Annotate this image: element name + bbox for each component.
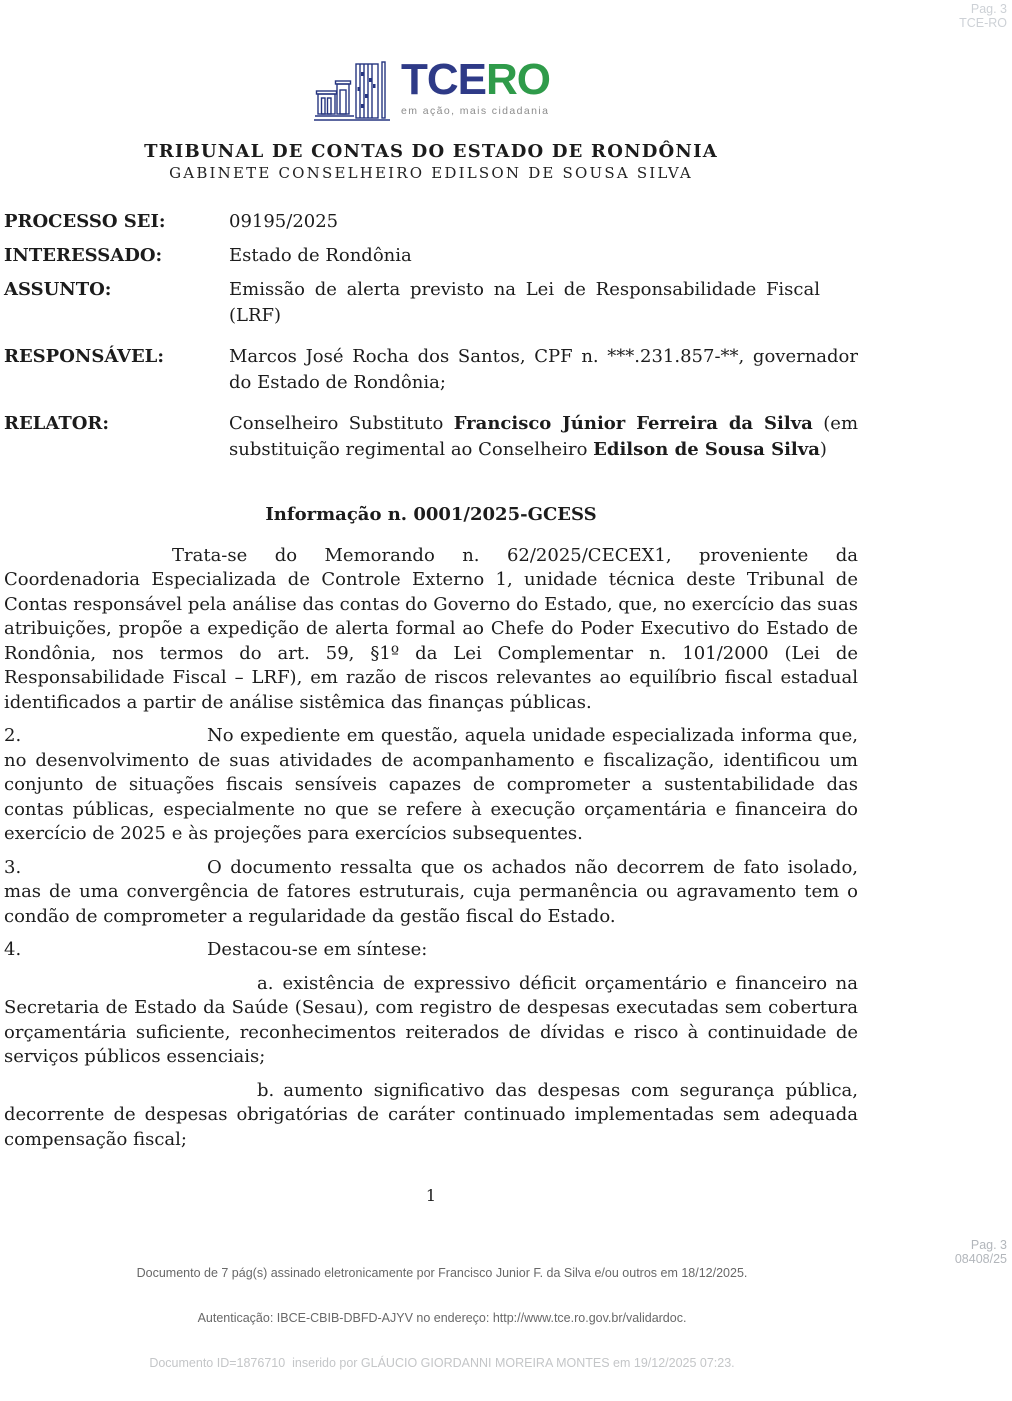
item-b — [4, 1079, 858, 1153]
footer-document-id-line: Documento ID=1876710 inserido por GLÁUCIO GIORDANNI MOREIRA MONTES em 19/12/2025 07:23. — [149, 1356, 735, 1370]
responsavel-value: Marcos José Rocha dos Santos, CPF n. ***.231.857-**, governador do Estado de Rondônia; — [229, 346, 858, 393]
assunto-label: ASSUNTO: — [4, 279, 112, 300]
logo-tce-part: TCE — [401, 55, 486, 104]
relator-prefix: Conselheiro Substituto — [229, 413, 454, 434]
responsavel-label: RESPONSÁVEL: — [4, 346, 164, 367]
meta-row-relator — [4, 411, 858, 463]
paragraph-4 — [4, 938, 858, 963]
item-a-marker: a. — [257, 972, 274, 994]
signature-footer — [0, 1236, 884, 1401]
paragraph-3-number: 3. — [4, 856, 22, 878]
top-page-indicator: Pag. 3 — [970, 2, 1007, 16]
paragraph-2 — [4, 724, 858, 847]
interessado-value: Estado de Rondônia — [229, 245, 412, 266]
bottom-doc-indicator: 08408/25 — [954, 1252, 1007, 1266]
paragraph-1: Trata-se do Memorando n. 62/2025/CECEX1, proveniente da Coordenadoria Especializada de Controle Externo 1, unidade técnica deste Tribunal de Contas responsável pela análise das contas do Governo do Estado, que, no exercício das suas atribuições, propõe a expedição de alerta formal ao Chefe do Poder Executivo do Estado de Rondônia, nos termos do art. 59, §1º da Lei Complementar n. 101/2000 (Lei de Responsabilidade Fiscal – LRF), em razão de riscos relevantes ao equilíbrio fiscal estadual identificados a partir de análise sistêmica das finanças públicas. — [4, 544, 858, 713]
relator-suffix: ) — [819, 439, 827, 460]
footer-authentication-line: Autenticação: IBCE-CBIB-DBFD-AJYV no endereço: http://www.tce.ro.gov.br/validardoc. — [197, 1311, 687, 1325]
paragraph-4-number: 4. — [4, 939, 22, 960]
relator-name-substituto: Francisco Júnior Ferreira da Silva — [453, 413, 813, 434]
top-org-indicator: TCE-RO — [959, 16, 1007, 30]
relator-value — [229, 411, 858, 463]
item-b-marker: b. — [257, 1079, 275, 1101]
meta-row-responsavel — [4, 344, 858, 396]
relator-label: RELATOR: — [4, 413, 109, 434]
relator-middle: (em substituição regimental ao Conselheiro — [229, 413, 859, 460]
assunto-value: Emissão de alerta previsto na Lei de Responsabilidade Fiscal (LRF) — [229, 279, 820, 326]
interessado-label: INTERESSADO: — [4, 245, 163, 266]
item-b-text: aumento significativo das despesas com segurança pública, decorrente de despesas obrigatórias de caráter continuado implementadas sem adequada compensação fiscal; — [4, 1079, 858, 1150]
tcero-logo — [4, 55, 858, 126]
paragraph-2-text: No expediente em questão, aquela unidade especializada informa que, no desenvolvimento de suas atividades de acompanhamento e fiscalização, identificou um conjunto de situações fiscais sensíveis capazes de comprometer a sustentabilidade das contas públicas, especialmente no que se refere à execução orçamentária e financeira do exercício de 2025 e às projeções para exercícios subsequentes. — [4, 725, 858, 844]
process-metadata — [4, 209, 858, 463]
meta-row-interessado — [4, 243, 858, 269]
document-column — [4, 0, 858, 463]
tcero-building-icon — [312, 60, 392, 128]
paragraph-3-text: O documento ressalta que os achados não decorrem de fato isolado, mas de uma convergência de fatores estruturais, cuja permanência ou agravamento tem o condão de comprometer a regularidade da gestão fiscal do Estado. — [4, 856, 858, 927]
item-a — [4, 972, 858, 1070]
paragraph-4-text: Destacou-se em síntese: — [207, 939, 428, 960]
item-a-text: existência de expressivo déficit orçamentário e financeiro na Secretaria de Estado da Saúde (Sesau), com registro de despesas executadas sem cobertura orçamentária suficiente, reconhecimentos reiterados de dívidas e risco à continuidade de serviços públicos essenciais; — [4, 972, 858, 1067]
bottom-right-page-stamp — [955, 1238, 1007, 1266]
processo-value: 09195/2025 — [229, 211, 339, 232]
tcero-wordmark — [401, 55, 550, 104]
page-number: 1 — [425, 1186, 437, 1205]
relator-name-titular: Edilson de Sousa Silva — [593, 439, 820, 460]
logo-ro-part: RO — [486, 55, 550, 104]
processo-label: PROCESSO SEI: — [4, 211, 166, 232]
logo-tagline: em ação, mais cidadania — [401, 105, 550, 117]
top-right-page-stamp — [959, 2, 1007, 30]
meta-row-processo — [4, 209, 858, 235]
document-body — [4, 503, 858, 1161]
org-title: TRIBUNAL DE CONTAS DO ESTADO DE RONDÔNIA — [144, 141, 718, 162]
tcero-logo-text — [401, 55, 550, 117]
org-subtitle: GABINETE CONSELHEIRO EDILSON DE SOUSA SILVA — [169, 164, 693, 182]
info-heading: Informação n. 0001/2025-GCESS — [265, 504, 597, 525]
footer-signature-line: Documento de 7 pág(s) assinado eletronicamente por Francisco Junior F. da Silva e/ou outros em 18/12/2025. — [136, 1266, 748, 1280]
paragraph-3 — [4, 856, 858, 930]
meta-row-assunto — [4, 277, 858, 329]
bottom-page-indicator: Pag. 3 — [970, 1238, 1007, 1252]
paragraph-2-number: 2. — [4, 725, 22, 746]
